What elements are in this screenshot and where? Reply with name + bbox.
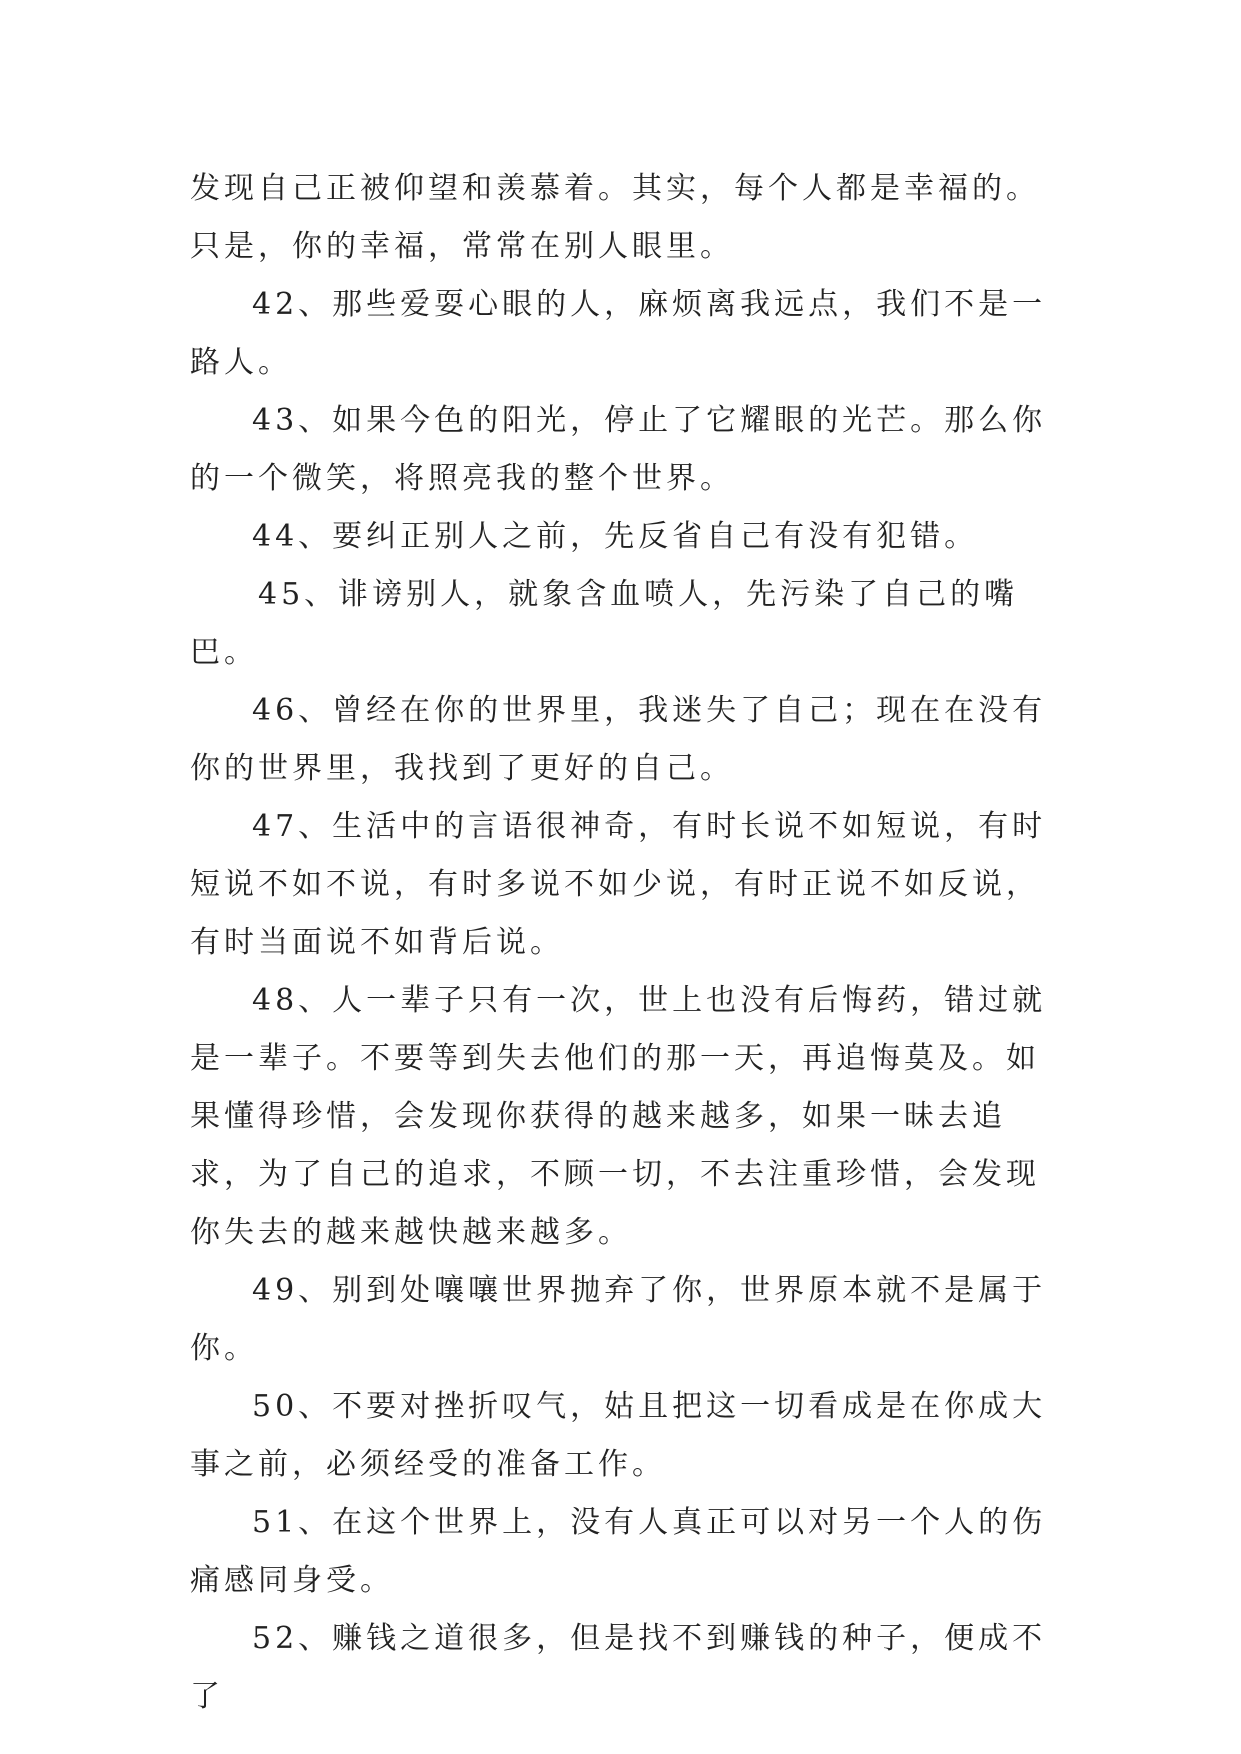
paragraph-50: 50、不要对挫折叹气，姑且把这一切看成是在你成大事之前，必须经受的准备工作。 [190, 1389, 1047, 1482]
paragraph-46: 46、曾经在你的世界里，我迷失了自己；现在在没有你的世界里，我找到了更好的自己。 [190, 693, 1047, 786]
paragraph-42: 42、那些爱耍心眼的人，麻烦离我远点，我们不是一路人。 [190, 287, 1047, 380]
paragraph-47: 47、生活中的言语很神奇，有时长说不如短说，有时短说不如不说，有时多说不如少说，有时正说不如反说，有时当面说不如背后说。 [190, 809, 1047, 960]
paragraph-51: 51、在这个世界上，没有人真正可以对另一个人的伤痛感同身受。 [190, 1505, 1047, 1598]
body-text [190, 160, 1070, 1726]
paragraph-43: 43、如果今色的阳光，停止了它耀眼的光芒。那么你的一个微笑，将照亮我的整个世界。 [190, 403, 1047, 496]
paragraph-44: 44、要纠正别人之前，先反省自己有没有犯错。 [252, 519, 979, 554]
paragraph-continuation: 发现自己正被仰望和羡慕着。其实，每个人都是幸福的。只是，你的幸福，常常在别人眼里。 [190, 171, 1040, 264]
paragraph-45: 45、诽谤别人，就象含血喷人，先污染了自己的嘴巴。 [190, 577, 1019, 670]
paragraph-52: 52、赚钱之道很多，但是找不到赚钱的种子，便成不了 [190, 1621, 1047, 1714]
paragraph-49: 49、别到处嚷嚷世界抛弃了你，世界原本就不是属于你。 [190, 1273, 1047, 1366]
paragraph-48: 48、人一辈子只有一次，世上也没有后悔药，错过就是一辈子。不要等到失去他们的那一天，再追悔莫及。如果懂得珍惜，会发现你获得的越来越多，如果一昧去追求，为了自己的追求，不顾一切，不去注重珍惜，会发现你失去的越来越快越来越多。 [190, 983, 1047, 1250]
